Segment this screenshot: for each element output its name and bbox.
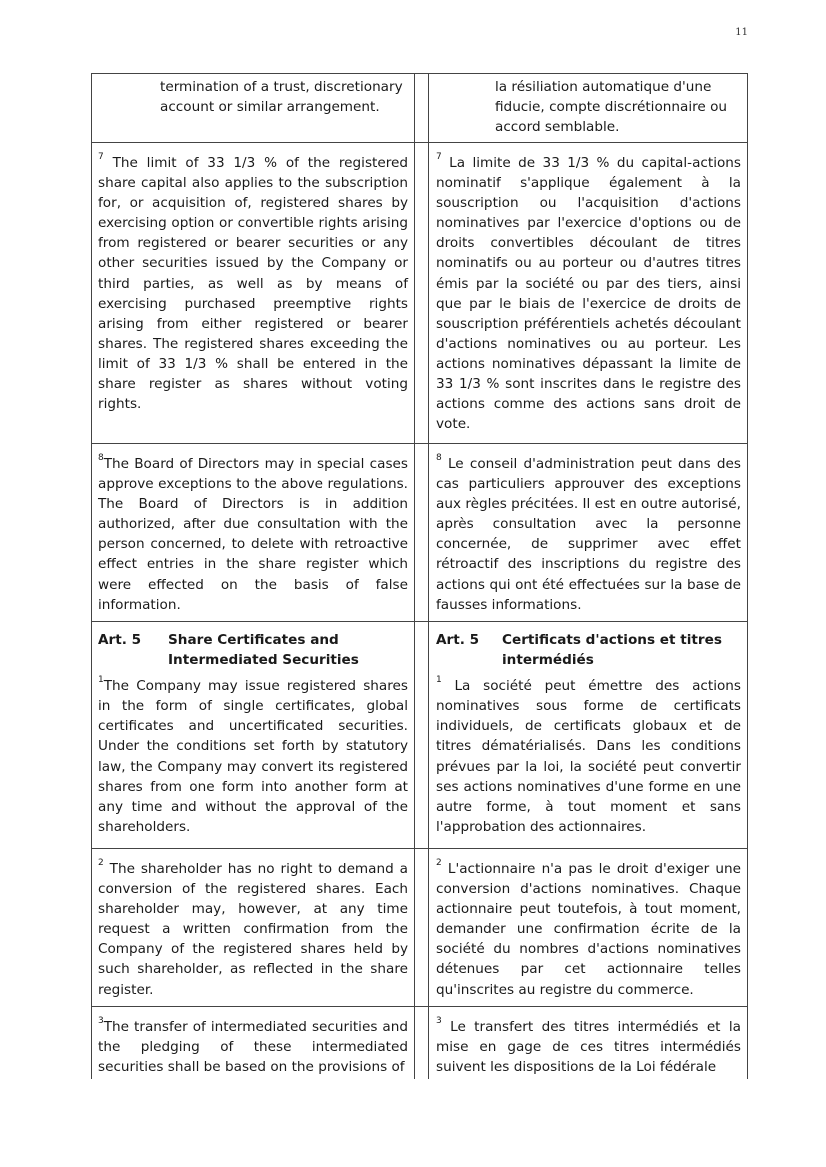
english-paragraph <box>98 676 408 837</box>
english-paragraph <box>98 153 408 414</box>
paragraph-number: 8 <box>436 453 442 463</box>
article-number: Art. 5 <box>98 632 142 648</box>
french-text: la résiliation automatique d'une fiducie, compte discrétionnaire ou accord semblable. <box>495 79 728 136</box>
english-cell <box>98 859 408 1000</box>
french-text: La limite de 33 1/3 % du capital-actions nominatif s'applique également à la souscription ou l'acquisition d'actions nominatives par l'exercice d'options ou de droits convertibles découlant de titres nominatifs ou au porteur ou d'autres titres émis par la société ou par des tiers, ainsi que par le biais de l'exercice de droits de souscription préférentiels achetés découlant d'actions nominatives ou au porteur. Les actions nominatives dépassant la limite de 33 1/3 % sont inscrites dans le registre des actions comme des actions sans droit de vote. <box>436 155 741 433</box>
english-cell <box>98 77 408 117</box>
english-cell <box>98 1017 408 1077</box>
paragraph-number: 2 <box>436 858 442 868</box>
french-cell <box>436 454 741 615</box>
table-row <box>92 622 747 849</box>
english-text: termination of a trust, discretionary account or similar arrangement. <box>160 79 403 116</box>
bilingual-articles-table <box>91 73 748 1079</box>
english-cell <box>98 454 408 615</box>
english-paragraph <box>98 454 408 615</box>
english-cell <box>98 630 408 837</box>
page-number: 11 <box>735 27 748 38</box>
article-heading <box>436 630 741 670</box>
table-row <box>92 143 747 444</box>
english-text: The transfer of intermediated securities and the pledging of these intermediated securities shall be based on the provisions of <box>98 1019 408 1076</box>
article-number: Art. 5 <box>436 632 480 648</box>
table-row <box>92 849 747 1007</box>
french-cell <box>436 153 741 434</box>
french-cell <box>436 630 741 837</box>
paragraph-number: 1 <box>98 675 104 686</box>
table-row <box>92 1007 747 1079</box>
article-heading <box>98 630 408 670</box>
article-title: Share Certificates and Intermediated Securities <box>168 632 359 669</box>
french-paragraph <box>436 676 741 837</box>
french-paragraph <box>436 859 741 1000</box>
english-text: The Company may issue registered shares in the form of single certificates, global certificates and uncertificated securities. Under the conditions set forth by statutory law, the Company may convert its registered shares from one form into another form at any time and without the approval of the shareholders. <box>98 678 408 835</box>
table-row <box>92 444 747 622</box>
article-title: Certificats d'actions et titres intermédiés <box>502 632 722 669</box>
english-cell <box>98 153 408 414</box>
french-paragraph <box>436 1017 741 1077</box>
paragraph-number: 3 <box>436 1016 442 1026</box>
paragraph-number: 2 <box>98 858 104 868</box>
table-row <box>92 74 747 143</box>
french-text: Le transfert des titres intermédiés et la mise en gage de ces titres intermédiés suivent les dispositions de la Loi fédérale <box>436 1019 741 1076</box>
paragraph-number: 7 <box>98 152 104 162</box>
english-paragraph <box>98 1017 408 1077</box>
english-text: The shareholder has no right to demand a conversion of the registered shares. Each shareholder may, however, at any time request a written confirmation from the Company of the registered shares held by such shareholder, as reflected in the share register. <box>98 861 408 998</box>
french-text: La société peut émettre des actions nominatives sous forme de certificats individuels, de certificats globaux et de titres dématérialisés. Dans les conditions prévues par la loi, la société peut convertir ses actions nominatives d'une forme en une autre forme, à tout moment et sans l'approbation des actionnaires. <box>436 678 742 835</box>
english-text: The Board of Directors may in special cases approve exceptions to the above regulations. The Board of Directors is in addition authorized, after due consultation with the person concerned, to delete with retroactive effect entries in the share register which were effected on the basis of false information. <box>98 456 408 613</box>
french-text: Le conseil d'administration peut dans des cas particuliers approuver des exceptions aux règles précitées. Il est en outre autorisé, après consultation avec la personne concernée, de supprimer avec effet rétroactif des inscriptions du registre des actions qui ont été effectuées sur la base de fausses informations. <box>436 456 741 613</box>
paragraph-number: 7 <box>436 152 442 162</box>
paragraph-number: 3 <box>98 1016 104 1026</box>
paragraph-number: 8 <box>98 453 104 463</box>
french-cell <box>436 1017 741 1077</box>
english-paragraph <box>98 859 408 1000</box>
french-cell <box>436 77 741 137</box>
french-paragraph <box>436 454 741 615</box>
french-cell <box>436 859 741 1000</box>
paragraph-number: 1 <box>436 675 442 686</box>
french-paragraph <box>436 153 741 434</box>
french-text: L'actionnaire n'a pas le droit d'exiger une conversion d'actions nominatives. Chaque actionnaire peut toutefois, à tout moment, demander une confirmation écrite de la société du nombres d'actions nominatives détenues par cet actionnaire telles qu'inscrites au registre du commerce. <box>436 861 741 998</box>
english-text: The limit of 33 1/3 % of the registered share capital also applies to the subscription for, or acquisition of, registered shares by exercising option or convertible rights arising from registered or bearer securities or any other securities issued by the Company or third parties, as well as by means of exercising purchased preemptive rights arising from either registered or bearer shares. The registered shares exceeding the limit of 33 1/3 % shall be entered in the share register as shares without voting rights. <box>98 155 408 413</box>
